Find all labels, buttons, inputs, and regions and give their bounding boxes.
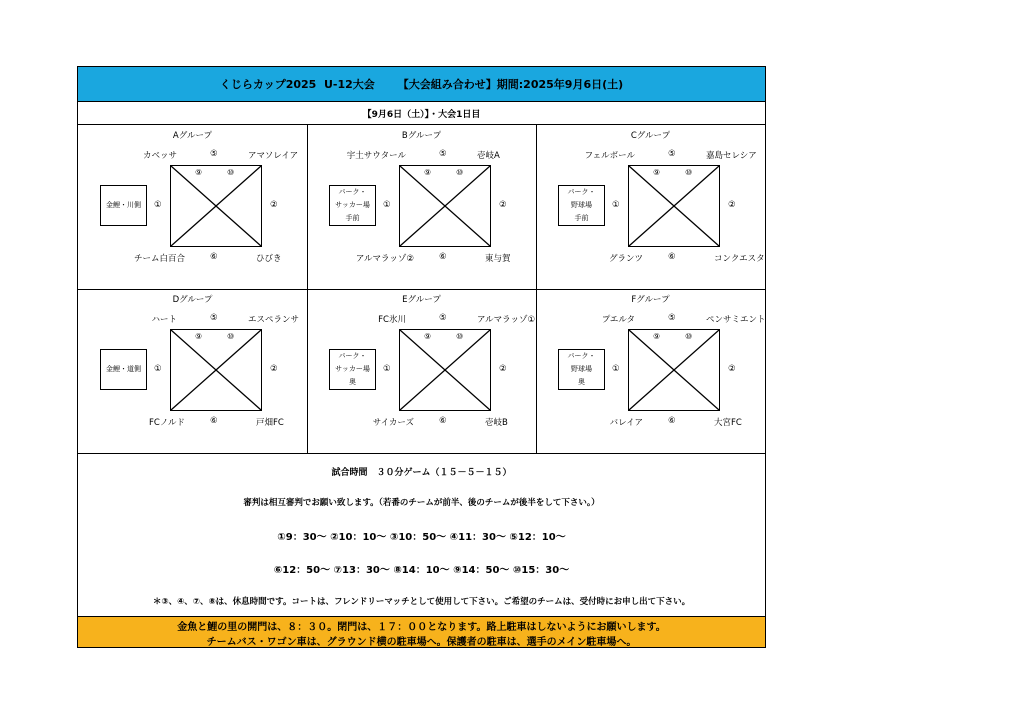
match-number: ⑥: [439, 252, 447, 262]
notice-line-1: 金魚と鯉の里の開門は、８：３０。閉門は、１７：００となります。路上駐車はしないようにお願いします。: [177, 622, 666, 633]
match-number: ②: [270, 200, 278, 210]
group-name: Eグループ: [402, 295, 441, 305]
venue-label: パーク・ 野球場 奥: [558, 349, 605, 390]
group-name: Cグループ: [630, 131, 671, 141]
match-number: ⑩: [456, 332, 464, 341]
team-bottom-left: グランツ: [608, 254, 643, 264]
match-number: ①: [154, 200, 162, 210]
notice-line-2: チームバス・ワゴン車は、グラウンド横の駐車場へ。保護者の駐車は、選手のメイン駐車場へ。: [206, 637, 637, 648]
bracket-sheet: [77, 66, 766, 648]
team-top-left: ハート: [151, 315, 177, 325]
match-number: ②: [499, 364, 507, 374]
match-box: [628, 329, 720, 411]
match-number: ⑨: [653, 168, 661, 177]
team-top-right: アマソレイア: [248, 151, 299, 161]
team-bottom-left: チーム白百合: [133, 254, 185, 264]
match-number: ②: [499, 200, 507, 210]
match-number: ⑩: [685, 332, 693, 341]
match-number: ⑤: [210, 313, 218, 323]
match-number: ⑥: [210, 252, 218, 262]
match-number: ⑩: [227, 168, 235, 177]
team-top-right: 嘉島セレシア: [706, 151, 757, 161]
group-name: Fグループ: [631, 295, 670, 305]
group-name: Bグループ: [401, 131, 442, 141]
team-bottom-left: サイカーズ: [372, 418, 414, 428]
match-number: ①: [154, 364, 162, 374]
match-number: ⑩: [685, 168, 693, 177]
cross-lines: [171, 166, 261, 246]
team-top-right: アルマラッゾ①: [477, 315, 536, 325]
match-box: [399, 165, 491, 247]
venue-label: パーク・ サッカー場 手前: [329, 185, 376, 226]
match-number: ⑥: [210, 416, 218, 426]
match-number: ⑨: [195, 168, 203, 177]
info-section: [78, 453, 765, 617]
match-number: ⑤: [668, 313, 676, 323]
match-number: ⑥: [439, 416, 447, 426]
group-panel: [307, 289, 536, 453]
match-box: [170, 165, 262, 247]
match-number: ⑩: [456, 168, 464, 177]
match-number: ⑤: [668, 149, 676, 159]
cross-lines: [400, 166, 490, 246]
venue-label: 金鯉・川側: [100, 185, 147, 226]
match-number: ①: [383, 364, 391, 374]
group-panel: [78, 289, 307, 453]
match-number: ②: [728, 200, 736, 210]
team-bottom-right: コンクエスタ: [714, 254, 765, 264]
groups-grid: [78, 125, 765, 453]
match-number: ⑥: [668, 252, 676, 262]
team-bottom-right: 大宮FC: [714, 418, 742, 428]
match-number: ①: [612, 200, 620, 210]
match-number: ⑩: [227, 332, 235, 341]
match-number: ⑨: [424, 168, 432, 177]
cross-lines: [629, 330, 719, 410]
team-top-left: FC氷川: [378, 315, 406, 325]
notice-bar: [78, 616, 765, 647]
team-bottom-left: アルマラッゾ②: [355, 254, 414, 264]
group-name: Aグループ: [172, 131, 213, 141]
venue-label: パーク・ サッカー場 奥: [329, 349, 376, 390]
venue-label: 金鯉・道側: [100, 349, 147, 390]
team-bottom-right: 東与賀: [485, 254, 511, 264]
match-number: ⑨: [424, 332, 432, 341]
group-panel: [536, 289, 765, 453]
team-bottom-right: ひびき: [256, 254, 282, 264]
match-number: ⑨: [653, 332, 661, 341]
match-number: ⑤: [210, 149, 218, 159]
match-box: [170, 329, 262, 411]
match-box: [399, 329, 491, 411]
match-number: ⑤: [439, 149, 447, 159]
team-bottom-right: 壱岐B: [485, 418, 508, 428]
page-title: くじらカップ2025 U-12大会 【大会組み合わせ】期間:2025年9月6日(土): [78, 67, 765, 102]
match-number: ①: [612, 364, 620, 374]
team-top-left: プエルタ: [601, 315, 635, 325]
team-bottom-right: 戸畑FC: [256, 418, 284, 428]
match-number: ⑥: [668, 416, 676, 426]
schedule-line-2: ⑥12：50～ ⑦13：30～ ⑧14：10～ ⑨14：50～ ⑩15：30～: [273, 565, 570, 576]
rest-note: ＊③、④、⑦、⑧は、休息時間です。コートは、フレンドリーマッチとして使用して下さい。ご希望のチームは、受付時にお申し出て下さい。: [152, 597, 691, 607]
cross-lines: [629, 166, 719, 246]
venue-label: パーク・ 野球場 手前: [558, 185, 605, 226]
schedule-line-1: ①9：30～ ②10：10～ ③10：50～ ④11：30～ ⑤12：10～: [277, 532, 566, 543]
group-panel: [307, 125, 536, 289]
cross-lines: [171, 330, 261, 410]
match-number: ②: [270, 364, 278, 374]
match-number: ⑨: [195, 332, 203, 341]
team-top-right: ペンサミエント: [706, 315, 766, 325]
referee-note: 審判は相互審判でお願い致します。（若番のチームが前半、後のチームが後半をして下さい。）: [243, 498, 600, 508]
match-time: 試合時間 ３０分ゲーム（１５－５－１５）: [331, 468, 512, 478]
team-top-right: 壱岐A: [477, 151, 500, 161]
team-bottom-left: バレイア: [609, 418, 643, 428]
team-top-right: エスペランサ: [248, 315, 300, 325]
team-bottom-left: FCノルド: [149, 418, 185, 428]
match-number: ①: [383, 200, 391, 210]
team-top-left: カベッサ: [142, 151, 177, 161]
team-top-left: 宇土サウタール: [346, 151, 406, 161]
team-top-left: フェルボール: [584, 151, 635, 161]
match-box: [628, 165, 720, 247]
match-number: ⑤: [439, 313, 447, 323]
group-name: Dグループ: [172, 295, 213, 305]
cross-lines: [400, 330, 490, 410]
group-panel: [78, 125, 307, 289]
match-number: ②: [728, 364, 736, 374]
day-label: 【9月6日（土）】・大会1日目: [78, 102, 765, 125]
group-panel: [536, 125, 765, 289]
